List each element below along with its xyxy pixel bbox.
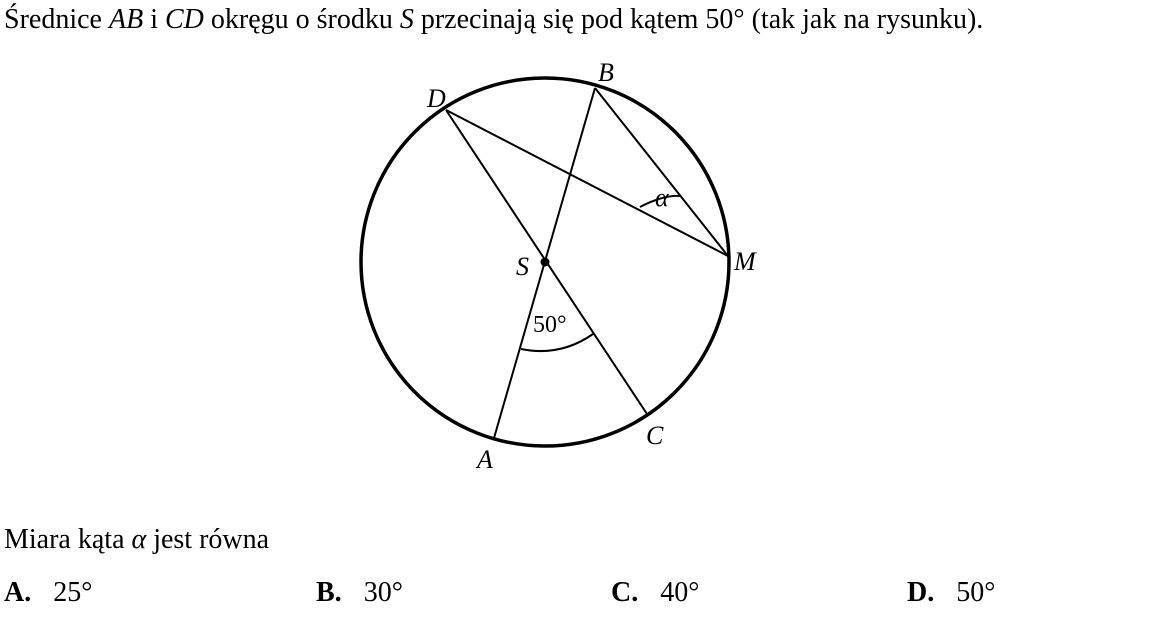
question-text-part: Średnice (4, 4, 109, 35)
question-text-part: i (143, 4, 165, 35)
answer-option-d[interactable] (907, 577, 995, 609)
option-value: 30° (363, 577, 403, 608)
answer-option-c[interactable] (611, 577, 699, 609)
label-alpha: α (655, 183, 669, 212)
prompt-text-part: jest równa (146, 524, 270, 555)
center-s-label: S (399, 4, 414, 35)
question-text-part: okręgu o środku (203, 4, 400, 35)
answer-option-a[interactable] (4, 577, 92, 609)
answer-options (0, 577, 1152, 617)
question-text-part: przecinają się pod kątem 50° (tak jak na rysunku). (413, 4, 984, 35)
label-s: S (516, 252, 529, 281)
chord-bm (595, 88, 728, 256)
chord-dm (446, 110, 728, 256)
diameter-ab-label: AB (108, 4, 144, 35)
option-value: 25° (53, 577, 93, 608)
center-point (541, 258, 550, 267)
prompt-text-part: Miara kąta (4, 524, 132, 555)
answer-option-b[interactable] (316, 577, 403, 609)
label-d: D (427, 84, 446, 113)
prompt-alpha-symbol: α (131, 524, 147, 555)
option-letter: B. (316, 577, 342, 608)
diameter-cd-label: CD (164, 4, 204, 35)
option-letter: C. (611, 577, 639, 608)
label-b: B (598, 58, 614, 87)
option-value: 50° (956, 577, 996, 608)
option-value: 40° (660, 577, 700, 608)
label-angle-50: 50° (533, 312, 567, 338)
label-m: M (734, 247, 756, 276)
label-a: A (477, 445, 493, 474)
prompt-text (4, 522, 269, 558)
label-c: C (646, 421, 664, 450)
option-letter: A. (4, 577, 32, 608)
option-letter: D. (907, 577, 935, 608)
